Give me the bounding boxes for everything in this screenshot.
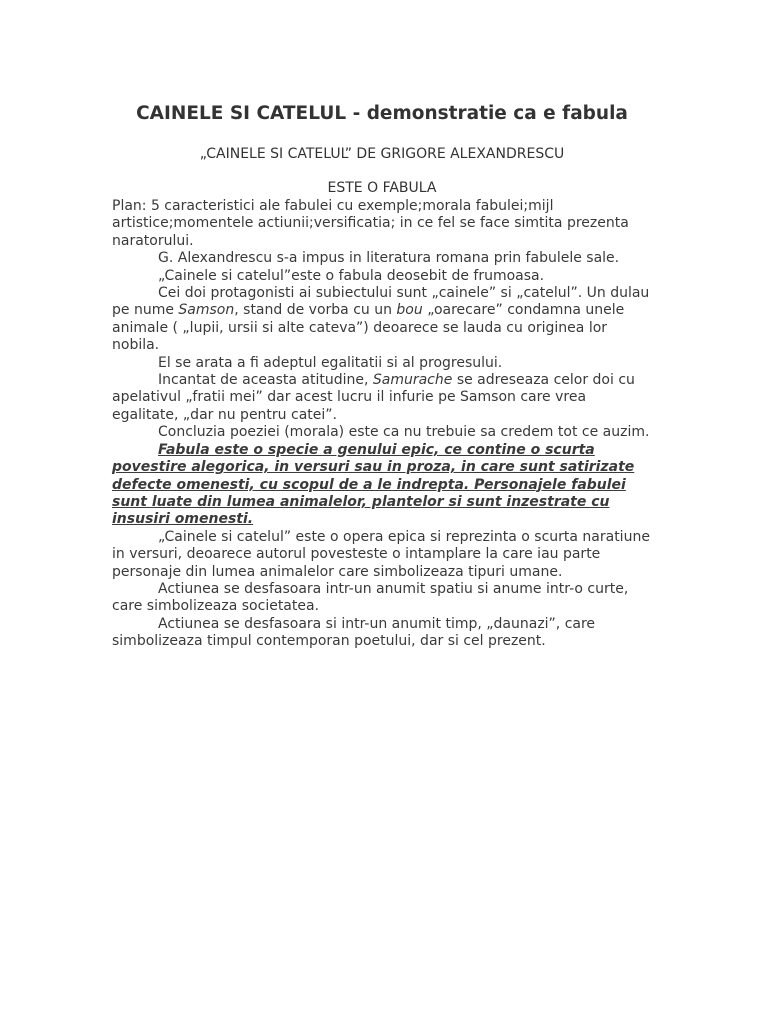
text-span: Cei doi protagonisti ai subiectului sunt „cainele” si „catelul”. Un dulau pe nume — [112, 285, 650, 319]
document-page — [112, 100, 652, 651]
page-title: CAINELE SI CATELUL - demonstratie ca e fabula — [136, 103, 628, 124]
paragraph-samurache — [112, 372, 652, 424]
document-thesis: ESTE O FABULA — [327, 180, 437, 196]
paragraph-equality: El se arata a fi adeptul egalitatii si al progresului. — [158, 354, 503, 371]
text-span: „oarecare” condamna unele animale ( „lupii, ursii si alte cateva”) deoarece se lauda cu originea lor nobila. — [112, 302, 625, 354]
paragraph-intro: G. Alexandrescu s-a impus in literatura romana prin fabulele sale. — [158, 250, 620, 267]
name-samson: Samson — [178, 302, 235, 319]
name-samurache: Samurache — [372, 372, 453, 389]
text-span: , stand de vorba cu un — [234, 302, 397, 319]
paragraph-epic: „Cainele si catelul” este o opera epica si reprezinta o scurta naratiune in versuri, deoarece autorul povesteste o intamplare la care iau parte personaje din lumea animalelor care simbolizeaza tipuri umane. — [112, 528, 650, 580]
paragraph-space: Actiunea se desfasoara intr-un anumit spatiu si anume intr-o curte, care simbolizeaza societatea. — [112, 580, 629, 615]
paragraph-definition — [112, 442, 652, 529]
name-bou: bou — [396, 302, 423, 319]
paragraph-protagonists — [112, 285, 652, 355]
document-subtitle: „CAINELE SI CATELUL” DE GRIGORE ALEXANDRESCU — [199, 146, 565, 162]
text-span: se adreseaza celor doi cu apelativul „fratii mei” dar acest lucru il infurie pe Samson care vrea egalitate, „dar nu pentru catei”. — [112, 372, 635, 423]
fable-definition: Fabula este o specie a genului epic, ce contine o scurta povestire alegorica, in versuri sau in proza, in care sunt satirizate defecte omenesti, cu scopul de a le indrepta. Personajele fabulei sunt luate din lumea animalelor, plantelor si sunt inzestrate cu insusiri omenesti. — [112, 441, 635, 528]
paragraph-moral: Concluzia poeziei (morala) este ca nu trebuie sa credem tot ce auzim. — [158, 424, 650, 441]
text-span: Incantat de aceasta atitudine, — [158, 372, 373, 389]
plan-paragraph: Plan: 5 caracteristici ale fabulei cu exemple;morala fabulei;mijl artistice;momentele actiunii;versificatia; in ce fel se face simtita prezenta naratorului. — [112, 198, 629, 249]
paragraph-time: Actiunea se desfasoara si intr-un anumit timp, „daunazi”, care simbolizeaza timpul contemporan poetului, dar si cel prezent. — [112, 615, 596, 650]
paragraph-fabula: „Cainele si catelul”este o fabula deosebit de frumoasa. — [158, 267, 545, 284]
